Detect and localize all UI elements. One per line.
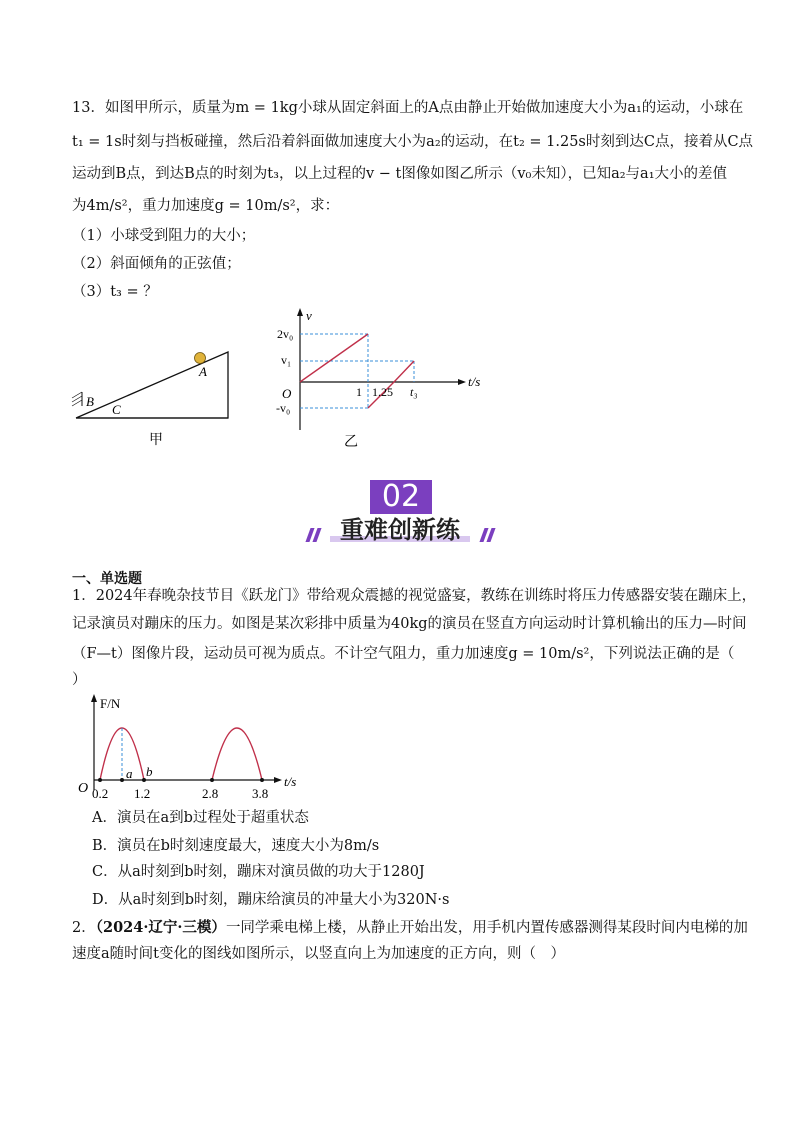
tick-neg-v0: -v₀ [276, 401, 291, 415]
q1-option-A: A．演员在a到b过程处于超重状态 [92, 810, 309, 826]
tick-0-2: 0.2 [92, 786, 109, 801]
label-A: A [199, 364, 207, 379]
section-title: 一、单选题 [72, 571, 142, 587]
figure-incline [66, 340, 246, 450]
q1-line-1: 1．2024年春晚杂技节目《跃龙门》带给观众震撼的视觉盛宴，教练在训练时将压力传感器安装在蹦床上， [72, 588, 757, 604]
axis-v: v [306, 308, 312, 323]
q1-line-4: ） [72, 672, 87, 688]
section-badge [300, 478, 500, 558]
figure-ft-graph [72, 690, 332, 806]
axis-t: t/s [468, 374, 481, 389]
origin-O: O [78, 781, 89, 796]
badge-number: 02 [370, 480, 432, 514]
axis-F: F/N [100, 696, 121, 711]
label-B: B [86, 394, 94, 409]
tick-v1: v₁ [281, 353, 292, 367]
tick-2v0: 2v₀ [277, 327, 294, 341]
figure-vt-graph [276, 306, 496, 452]
q1-option-D: D．从a时刻到b时刻，蹦床给演员的冲量大小为320N·s [92, 892, 450, 908]
q13-sub-3: （3）t₃ = ？ [72, 284, 158, 300]
q1-line-2: 记录演员对蹦床的压力。如图是某次彩排中质量为40kg的演员在竖直方向运动时计算机输出的压力—时间 [72, 616, 747, 632]
tick-1-25: 1.25 [372, 385, 393, 399]
q1-option-B: B．演员在b时刻速度最大，速度大小为8m/s [92, 838, 380, 854]
tick-t3: t₃ [410, 385, 418, 399]
tick-1-2: 1.2 [134, 786, 151, 801]
q1-line-3: （F—t）图像片段，运动员可视为质点。不计空气阻力，重力加速度g = 10m/s²，下列说法正确的是（ [72, 646, 735, 662]
axis-t: t/s [284, 774, 297, 789]
badge-title: 重难创新练 [340, 516, 460, 544]
q13-sub-2: （2）斜面倾角的正弦值； [72, 256, 241, 272]
tick-2-8: 2.8 [202, 786, 219, 801]
label-b: b [146, 764, 153, 779]
q2-line-1: 2．（2024·辽宁·三模）一同学乘电梯上楼，从静止开始出发，用手机内置传感器测得某段时间内电梯的加 [72, 919, 748, 936]
q13-line-3: 运动到B点，到达B点的时刻为t₃，以上过程的v − t图像如图乙所示（v₀未知），已知a₂与a₁大小的差值 [72, 166, 728, 182]
tick-1: 1 [356, 385, 362, 399]
q13-sub-1: （1）小球受到阻力的大小； [72, 228, 256, 244]
q13-line-1: 13．如图甲所示，质量为m = 1kg小球从固定斜面上的A点由静止开始做加速度大小为a₁的运动，小球在 [72, 100, 744, 116]
q2-source: （2024·辽宁·三模） [95, 919, 226, 936]
tick-3-8: 3.8 [252, 786, 269, 801]
label-C: C [112, 402, 121, 417]
caption-jia: 甲 [149, 433, 163, 448]
ball-icon [195, 353, 206, 364]
q2-line-2: 速度a随时间t变化的图线如图所示，以竖直向上为加速度的正方向，则（ ） [72, 946, 565, 962]
slash-icon [486, 528, 495, 542]
label-a: a [126, 766, 133, 781]
slash-icon [312, 528, 321, 542]
q1-option-C: C．从a时刻到b时刻，蹦床对演员做的功大于1280J [92, 864, 425, 880]
q13-line-4: 为4m/s²，重力加速度g = 10m/s²，求： [72, 198, 340, 214]
caption-yi: 乙 [344, 435, 358, 450]
q13-line-2: t₁ = 1s时刻与挡板碰撞，然后沿着斜面做加速度大小为a₂的运动，在t₂ = 1.25s时刻到达C点，接着从C点 [72, 134, 754, 150]
q2-line-1-text: 一同学乘电梯上楼，从静止开始出发，用手机内置传感器测得某段时间内电梯的加 [225, 920, 748, 936]
origin-O: O [282, 386, 292, 401]
